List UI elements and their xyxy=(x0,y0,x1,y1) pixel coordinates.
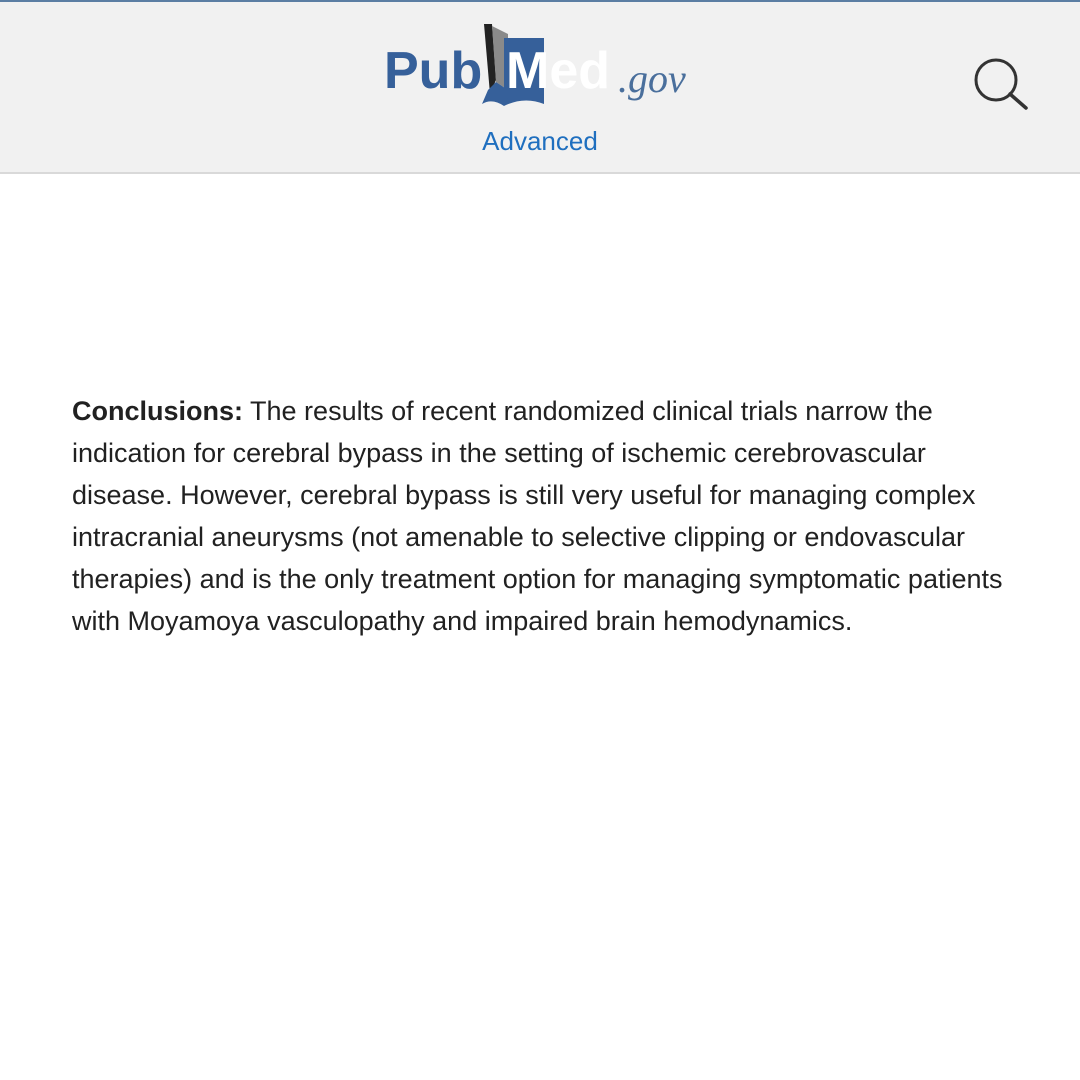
search-button[interactable] xyxy=(966,50,1038,122)
section-text: The results of recent randomized clinical trials narrow the indication for cerebral bypass in the setting of ischemic cerebrovascular disease. However, cerebral bypass is still very useful for managing complex intracranial aneurysms (not amenable to selective clipping or endovascular therapies) and is the only treatment option for managing symptomatic patients with Moyamoya vasculopathy and impaired brain hemodynamics. xyxy=(72,396,1003,636)
logo-pub-text: Pub xyxy=(384,42,483,100)
abstract-conclusions xyxy=(72,390,1012,642)
logo-med-text: Med xyxy=(506,42,610,100)
pubmed-logo[interactable] xyxy=(384,20,704,112)
search-icon xyxy=(966,50,1038,122)
section-label: Conclusions: xyxy=(72,396,244,426)
logo-gov-text: .gov xyxy=(618,56,686,101)
advanced-search-link[interactable]: Advanced xyxy=(482,126,598,156)
site-header xyxy=(0,0,1080,174)
